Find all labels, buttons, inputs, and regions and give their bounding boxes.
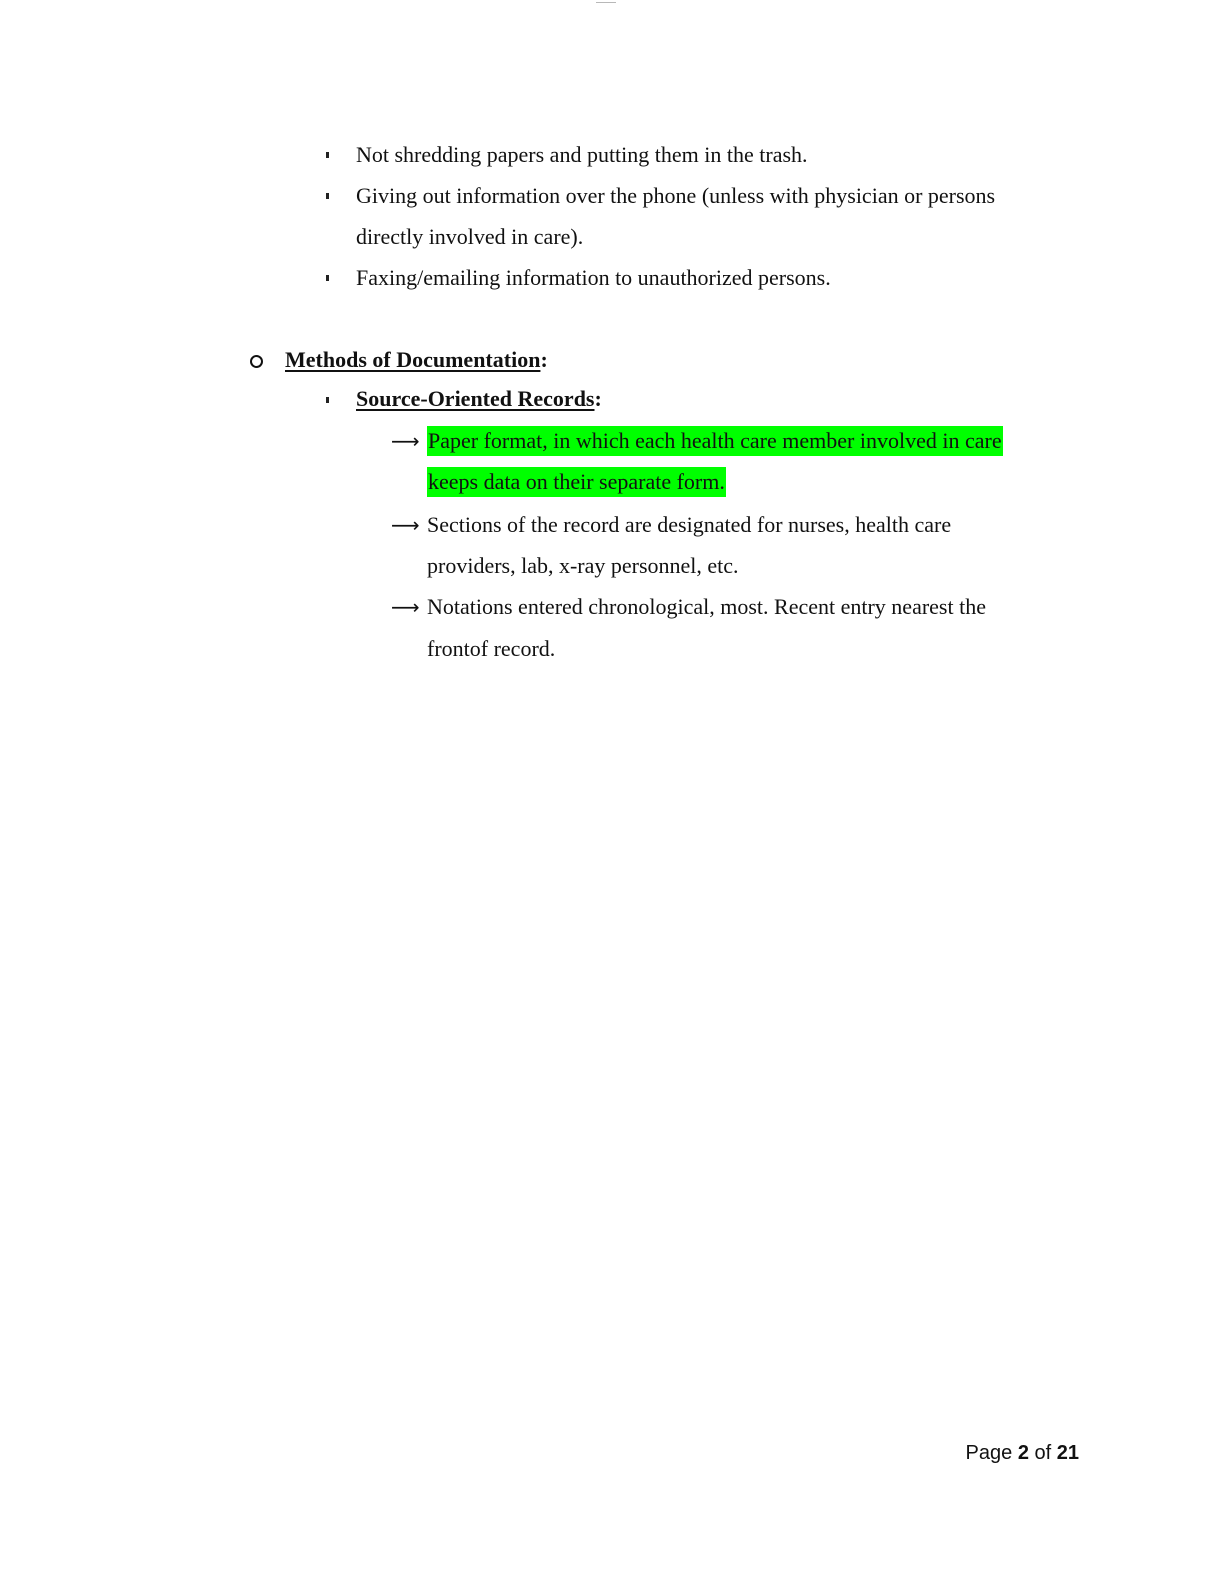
page-word: Page [965,1442,1013,1464]
point-line: providers, lab, x-ray personnel, etc. [427,553,739,578]
square-bullet-icon [326,152,329,158]
right-arrow-icon: ⟶ [391,429,420,453]
current-page: 2 [1017,1442,1029,1464]
point-line: Sections of the record are designated for nurses, health care [427,512,952,537]
point-line: Notations entered chronological, most. Recent entry nearest the [427,594,986,619]
highlighted-point-line [427,426,1003,456]
source-oriented-colon: : [594,386,602,411]
highlighted-text: keeps data on their separate form. [427,467,726,497]
square-bullet-icon [326,193,329,199]
source-oriented-heading [356,384,602,414]
highlighted-point-line [427,467,726,497]
methods-heading [285,345,548,375]
total-pages: 21 [1056,1442,1079,1464]
methods-heading-label: Methods of Documentation [285,347,541,372]
square-bullet-icon [326,275,329,281]
page-number [966,1440,1079,1466]
right-arrow-icon: ⟶ [391,595,420,619]
circle-bullet-icon [250,355,263,368]
list-item-line: Faxing/emailing information to unauthorized persons. [356,265,831,290]
header-mark [596,0,616,3]
methods-heading-colon: : [540,347,548,372]
list-item-line: Not shredding papers and putting them in the trash. [356,142,808,167]
source-oriented-label: Source-Oriented Records [356,386,595,411]
right-arrow-icon: ⟶ [391,513,420,537]
highlighted-text: Paper format, in which each health care member involved in care [427,426,1003,456]
point-line: frontof record. [427,636,556,661]
square-bullet-icon [326,397,329,403]
list-item-line: directly involved in care). [356,224,584,249]
list-item-line: Giving out information over the phone (unless with physician or persons [356,183,996,208]
of-word: of [1034,1442,1052,1464]
